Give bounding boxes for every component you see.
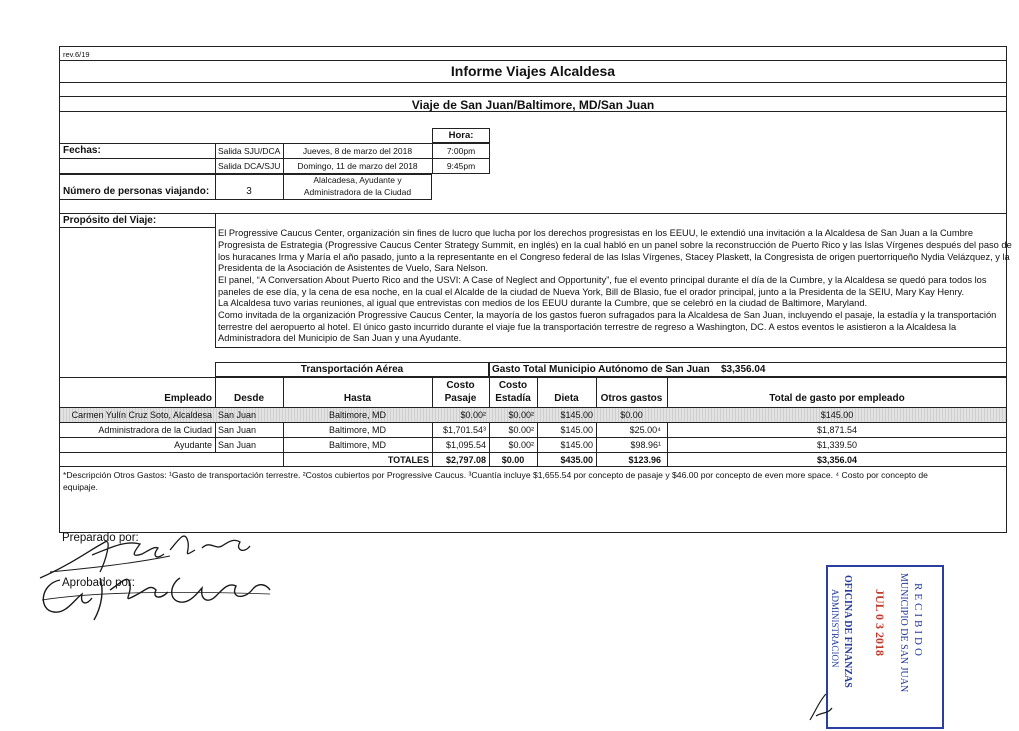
- col-total: Total de gasto por empleado: [769, 393, 905, 404]
- aprobado-label: Aprobado por:: [62, 577, 135, 589]
- fecha-regreso: Domingo, 11 de marzo del 2018: [297, 161, 418, 171]
- tramo-ida: Salida SJU/DCA: [218, 146, 281, 156]
- preparado-label: Preparado por:: [62, 532, 139, 544]
- col-costo-estadia-2: Estadía: [495, 393, 531, 404]
- totales-label: TOTALES: [387, 455, 429, 465]
- gasto-total-label: Gasto Total Municipio Autónomo de San Juan: [492, 364, 710, 375]
- col-costo-pasaje-1: Costo: [446, 380, 475, 391]
- tramo-regreso: Salida DCA/SJU: [218, 161, 281, 171]
- hora-regreso: 9:45pm: [446, 161, 476, 171]
- col-dieta: Dieta: [554, 393, 579, 404]
- hora-header: Hora:: [448, 130, 474, 141]
- footnote-cont: equipaje.: [63, 482, 98, 492]
- footnote: *Descripción Otros Gastos: ¹Gasto de transportación terrestre. ²Costos cubiertos por Progressive Caucus. ³Cuantía incluye $1,655.54 por concepto de pasaje y $46.00 por concepto de even more space. ⁴ Costo por concepto de: [63, 470, 928, 480]
- revision-label: rev.6/19: [63, 50, 90, 59]
- stamp-initial-mark: [806, 690, 836, 726]
- fecha-ida: Jueves, 8 de marzo del 2018: [302, 146, 413, 156]
- col-otros: Otros gastos: [600, 393, 663, 404]
- hora-ida: 7:00pm: [446, 146, 476, 156]
- col-empleado: Empleado: [164, 393, 212, 404]
- fechas-label: Fechas:: [63, 145, 101, 156]
- personas-label: Número de personas viajando:: [63, 186, 210, 197]
- received-stamp: RECIBIDO MUNICIPIO DE SAN JUAN JUL 0 3 2018 OFICINA DE FINANZAS ADMINISTRACION: [826, 565, 944, 729]
- trip-subtitle: Viaje de San Juan/Baltimore, MD/San Juan: [411, 98, 655, 112]
- signature-aprobado: [30, 560, 280, 630]
- personas-valor: 3: [246, 186, 252, 197]
- col-hasta: Hasta: [343, 393, 372, 404]
- proposito-label: Propósito del Viaje:: [63, 215, 157, 226]
- col-costo-pasaje-2: Pasaje: [444, 393, 477, 404]
- personas-desc-2: Administradora de la Ciudad: [303, 187, 412, 197]
- col-costo-estadia-1: Costo: [498, 380, 528, 391]
- col-desde: Desde: [233, 393, 264, 404]
- page-title: Informe Viajes Alcaldesa: [450, 63, 616, 79]
- personas-desc-1: Alalcadesa, Ayudante y: [313, 175, 402, 185]
- transporte-header: Transportación Aérea: [300, 364, 404, 375]
- gasto-total-valor: $3,356.04: [721, 364, 766, 375]
